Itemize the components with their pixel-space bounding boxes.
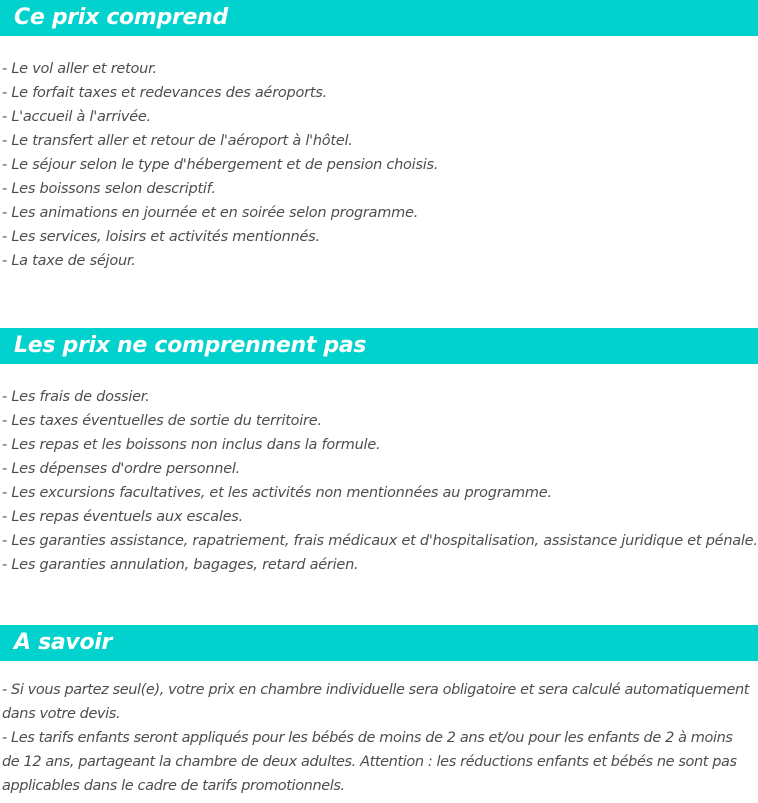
section-body-les-prix-ne-comprennent-pas: [0, 364, 758, 577]
list-item: - Le transfert aller et retour de l'aéroport à l'hôtel.: [2, 133, 353, 149]
section-body-a-savoir: [0, 661, 758, 798]
list-item: - Les services, loisirs et activités mentionnés.: [2, 229, 320, 245]
section-title: A savoir: [14, 630, 113, 655]
list-item: - Les excursions facultatives, et les activités non mentionnées au programme.: [2, 485, 552, 501]
list-item: - Les repas éventuels aux escales.: [2, 509, 243, 525]
list-item: - Les dépenses d'ordre personnel.: [2, 461, 241, 477]
section-ce-prix-comprend: [0, 0, 758, 273]
paragraph: - Les tarifs enfants seront appliqués pour les bébés de moins de 2 ans et/ou pour les enfants de 2 à moins de 12 ans, partageant la chambre de deux adultes. Attention : les réductions enfants et bébés ne sont pas applicables dans le cadre de tarifs promotionnels.: [2, 730, 737, 794]
section-title: Ce prix comprend: [14, 5, 228, 30]
section-header-a-savoir: [0, 625, 758, 661]
section-a-savoir: [0, 625, 758, 798]
list-item: - La taxe de séjour.: [2, 253, 136, 269]
list-item: - Le forfait taxes et redevances des aéroports.: [2, 85, 327, 101]
list-item: - Les frais de dossier.: [2, 389, 150, 405]
list-item: - Les taxes éventuelles de sortie du territoire.: [2, 413, 322, 429]
list-item: - Les animations en journée et en soirée selon programme.: [2, 205, 419, 221]
section-title: Les prix ne comprennent pas: [14, 333, 367, 358]
list-item: - Les garanties assistance, rapatriement, frais médicaux et d'hospitalisation, assistance juridique et pénale.: [2, 533, 758, 549]
list-item: - Les boissons selon descriptif.: [2, 181, 216, 197]
section-les-prix-ne-comprennent-pas: [0, 328, 758, 577]
section-header-ce-prix-comprend: [0, 0, 758, 36]
list-item: - Les garanties annulation, bagages, retard aérien.: [2, 557, 359, 573]
list-item: - Le vol aller et retour.: [2, 61, 157, 77]
section-header-les-prix-ne-comprennent-pas: [0, 328, 758, 364]
section-body-ce-prix-comprend: [0, 36, 758, 273]
list-item: - L'accueil à l'arrivée.: [2, 109, 151, 125]
list-item: - Le séjour selon le type d'hébergement et de pension choisis.: [2, 157, 439, 173]
list-item: - Les repas et les boissons non inclus dans la formule.: [2, 437, 381, 453]
paragraph: - Si vous partez seul(e), votre prix en chambre individuelle sera obligatoire et sera calculé automatiquement dans votre devis.: [2, 682, 750, 722]
